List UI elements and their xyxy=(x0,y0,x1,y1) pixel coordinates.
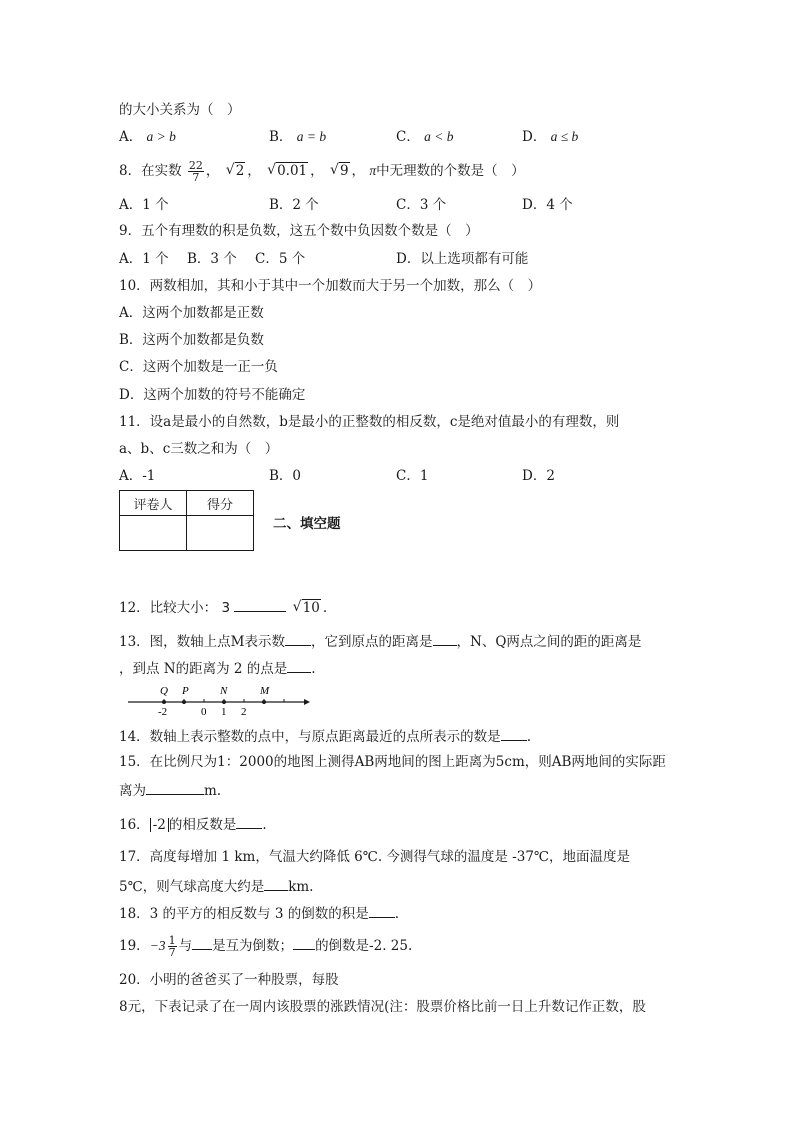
q11-option-a[interactable]: A．-1 xyxy=(119,468,156,484)
q9-option-b[interactable]: B．3 个 xyxy=(187,251,237,267)
answer-blank[interactable] xyxy=(146,780,204,795)
q13-text-a: 13．图，数轴上点M表示数 xyxy=(119,634,286,650)
q13-text-c: ，N、Q两点之间的距的距离是 xyxy=(456,634,642,650)
q16-end: . xyxy=(262,817,267,833)
answer-blank[interactable] xyxy=(192,935,212,950)
q11-option-c[interactable]: C．1 xyxy=(396,468,429,484)
q13-line2 xyxy=(119,658,316,678)
radical-icon: √ xyxy=(267,162,276,178)
q7-option-c[interactable] xyxy=(396,128,454,146)
q14 xyxy=(119,726,531,746)
answer-blank[interactable] xyxy=(501,726,527,741)
point-q xyxy=(162,700,166,704)
q14-text: 14．数轴上表示整数的点中，与原点距离最近的点所表示的数是 xyxy=(119,729,501,745)
q7-option-a[interactable] xyxy=(119,128,176,146)
q15-text-a: 离为 xyxy=(119,783,146,799)
q15-line1: 15．在比例尺为1：2000的地图上测得AB两地间的图上距离为5cm，则AB两地间的实际距 xyxy=(119,754,666,770)
fraction xyxy=(168,935,177,958)
option-expr: a = b xyxy=(296,129,327,144)
q11-stem-line1: 11．设a是最小的自然数，b是最小的正整数的相反数，c是绝对值最小的有理数，则 xyxy=(119,414,620,430)
point-p xyxy=(182,700,186,704)
q8-stem xyxy=(119,160,525,183)
fraction-numerator: 22 xyxy=(188,159,203,172)
radical-icon: √ xyxy=(292,599,302,615)
q20-line2: 8元，下表记录了在一周内该股票的涨跌情况(注：股票价格比前一日上升数记作正数，股 xyxy=(119,999,646,1015)
fraction-denominator: 7 xyxy=(168,946,176,959)
q10-option-b[interactable]: B．这两个加数都是负数 xyxy=(119,332,264,348)
q17-line1: 17．高度每增加 1 km，气温大约降低 6℃. 今测得气球的温度是 -37℃，地面温度是 xyxy=(119,849,631,865)
q10-option-d[interactable]: D．这两个加数的符号不能确定 xyxy=(119,387,306,403)
q16 xyxy=(119,814,267,834)
q17-text-a: 5℃，则气球高度大约是 xyxy=(119,879,265,895)
q15-text-b: m. xyxy=(204,783,222,799)
q16-text: 的相反数是 xyxy=(168,817,237,833)
q13-line1 xyxy=(119,631,641,651)
q19 xyxy=(119,935,412,958)
separator: ， xyxy=(310,163,324,179)
fraction xyxy=(188,160,204,183)
arrow-right-icon xyxy=(304,699,310,705)
point-m xyxy=(262,700,266,704)
q18-post: . xyxy=(394,906,400,922)
fraction-numerator: 1 xyxy=(168,934,176,947)
q13-text-d: ，到点 N的距离为 2 的点是 xyxy=(119,661,288,677)
answer-blank[interactable] xyxy=(433,631,457,646)
q9-option-c[interactable]: C．5 个 xyxy=(255,251,306,267)
separator: ， xyxy=(205,163,220,179)
q13-text-e: . xyxy=(311,661,316,677)
q17-line2 xyxy=(119,876,313,896)
answer-blank[interactable] xyxy=(236,814,262,829)
score-table xyxy=(119,490,254,551)
tick-label: -2 xyxy=(158,706,168,718)
score-cell[interactable] xyxy=(187,516,254,551)
radical-icon: √ xyxy=(225,162,235,178)
option-expr: a ≤ b xyxy=(550,129,579,144)
q7-option-d[interactable] xyxy=(522,128,578,146)
q9-stem: 9．五个有理数的积是负数，这五个数中负因数个数是（ ） xyxy=(119,223,479,239)
q14-post: . xyxy=(526,729,531,745)
q8-option-c[interactable]: C．3 个 xyxy=(396,197,447,213)
sqrt-10 xyxy=(293,599,321,617)
separator: ， xyxy=(351,163,366,179)
q19-integer-part: −3 xyxy=(149,938,166,953)
q18-text: 18．3 的平方的相反数与 3 的倒数的积是 xyxy=(119,906,369,922)
q19-text-a: 与 xyxy=(178,938,193,954)
label-n: N xyxy=(220,685,228,697)
q19-pre: 19． xyxy=(119,938,150,954)
radicand: 9 xyxy=(339,163,349,179)
q15-line2 xyxy=(119,780,221,800)
radicand: 0.01 xyxy=(277,163,308,179)
q12-pre: 12．比较大小： xyxy=(119,600,218,616)
q8-option-d[interactable]: D．4 个 xyxy=(522,197,573,213)
q17-text-b: km. xyxy=(288,879,314,895)
q8-option-a[interactable]: A．1 个 xyxy=(119,197,169,213)
radical-icon: √ xyxy=(329,162,339,178)
q9-option-d[interactable]: D．以上选项都有可能 xyxy=(396,251,529,267)
label-p: P xyxy=(182,685,189,697)
fraction-denominator: 7 xyxy=(192,171,200,184)
reviewer-header: 评卷人 xyxy=(120,491,187,516)
q11-option-d[interactable]: D．2 xyxy=(522,468,555,484)
q16-pre: 16． xyxy=(119,817,150,833)
q8-post: 中无理数的个数是（ ） xyxy=(376,163,525,179)
q12-post: . xyxy=(322,600,328,616)
q12-left-value: 3 xyxy=(221,600,231,616)
q7-stem: 的大小关系为（ ） xyxy=(119,102,241,118)
q8-option-b[interactable]: B．2 个 xyxy=(269,197,319,213)
absolute-value: -2 xyxy=(150,818,169,832)
sqrt-9 xyxy=(330,162,350,180)
radicand: 2 xyxy=(235,163,245,179)
answer-blank[interactable] xyxy=(293,935,315,950)
label-m: M xyxy=(260,685,270,697)
option-label: C． xyxy=(396,129,420,145)
option-expr: a > b xyxy=(146,129,176,144)
point-n xyxy=(222,700,226,704)
answer-blank[interactable] xyxy=(264,876,288,891)
option-label: A． xyxy=(119,129,143,145)
separator: ， xyxy=(247,163,261,179)
q10-option-a[interactable]: A．这两个加数都是正数 xyxy=(119,305,264,321)
q11-stem-line2: a、b、c三数之和为（ ） xyxy=(119,441,279,457)
option-label: B． xyxy=(269,129,293,145)
q19-text-b: 是互为倒数； xyxy=(212,938,294,954)
q10-option-c[interactable]: C．这两个加数是一正一负 xyxy=(119,359,278,375)
q8-pre: 8．在实数 xyxy=(119,163,182,179)
option-label: D． xyxy=(522,129,547,145)
q19-text-c: 的倒数是-2. 25. xyxy=(315,938,413,954)
q20-line1: 20．小明的爸爸买了一种股票，每股 xyxy=(119,972,339,988)
answer-blank[interactable] xyxy=(234,597,286,612)
sqrt-001 xyxy=(267,162,308,180)
q18 xyxy=(119,903,399,923)
option-expr: a < b xyxy=(424,129,454,144)
answer-blank[interactable] xyxy=(285,631,311,646)
q11-option-b[interactable]: B．0 xyxy=(269,468,302,484)
pi-symbol: π xyxy=(369,163,377,178)
label-q: Q xyxy=(160,685,168,697)
tick-label: 0 xyxy=(201,706,207,718)
q7-option-b[interactable] xyxy=(269,128,326,146)
answer-blank[interactable] xyxy=(287,658,311,673)
reviewer-cell[interactable] xyxy=(120,516,187,551)
score-header: 得分 xyxy=(187,491,254,516)
tick-label: 2 xyxy=(241,706,247,718)
q12 xyxy=(119,597,327,617)
radicand: 10 xyxy=(302,600,320,616)
q9-option-a[interactable]: A．1 个 xyxy=(119,251,169,267)
answer-blank[interactable] xyxy=(369,903,395,918)
section-title: 二、填空题 xyxy=(273,516,341,532)
q13-text-b: ，它到原点的距离是 xyxy=(311,634,433,650)
q10-stem: 10．两数相加，其和小于其中一个加数而大于另一个加数，那么（ ） xyxy=(119,278,542,294)
number-line-figure xyxy=(126,682,311,718)
tick-label: 1 xyxy=(221,706,227,718)
sqrt-2 xyxy=(226,162,246,180)
